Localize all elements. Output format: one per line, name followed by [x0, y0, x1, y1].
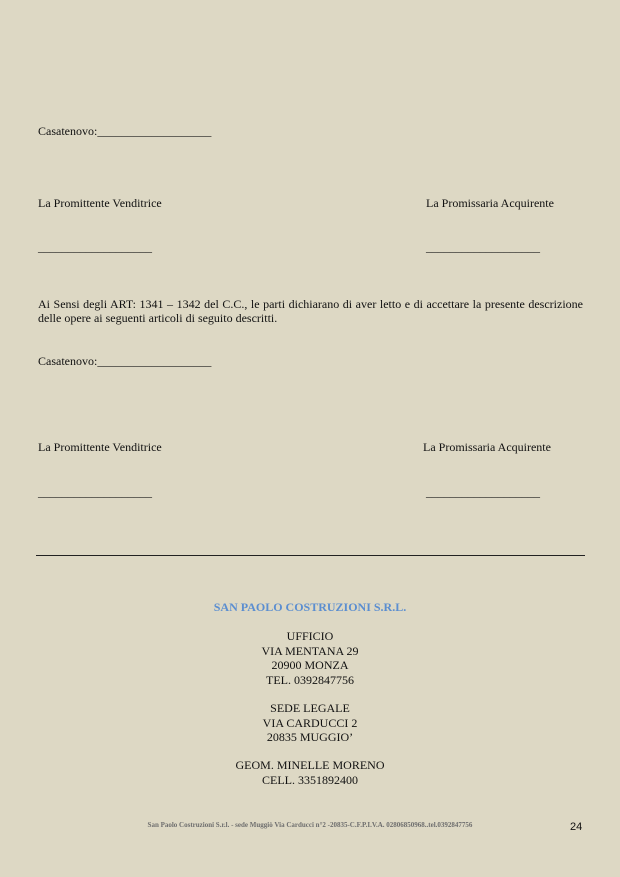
section-divider — [36, 555, 585, 556]
place-date-line: Casatenovo:___________________ — [38, 124, 212, 138]
office-address — [0, 629, 620, 687]
contact-name: GEOM. MINELLE MORENO — [235, 758, 385, 772]
place-date-line: Casatenovo:___________________ — [38, 354, 212, 368]
office-city: 20900 MONZA — [271, 658, 349, 672]
legal-city: 20835 MUGGIO’ — [266, 730, 354, 744]
legal-address — [0, 701, 620, 745]
declaration-paragraph: Ai Sensi degli ART: 1341 – 1342 del C.C., le parti dichiarano di aver letto e di accettare la presente descrizione delle opere ai seguenti articoli di seguito descritti. — [38, 297, 583, 325]
buyer-signature-line: ___________________ — [426, 485, 540, 499]
office-title: UFFICIO — [286, 629, 334, 643]
seller-label: La Promittente Venditrice — [38, 440, 162, 454]
seller-label: La Promittente Venditrice — [38, 196, 162, 210]
seller-signature-line: ___________________ — [38, 485, 152, 499]
contact-block — [0, 758, 620, 787]
buyer-signature-line: ___________________ — [426, 240, 540, 254]
legal-street: VIA CARDUCCI 2 — [262, 715, 358, 730]
contact-cell: CELL. 3351892400 — [262, 772, 358, 787]
buyer-label: La Promissaria Acquirente — [423, 440, 551, 454]
legal-title: SEDE LEGALE — [270, 701, 350, 715]
page-number: 24 — [570, 821, 583, 833]
company-name: SAN PAOLO COSTRUZIONI S.R.L. — [213, 600, 407, 614]
office-tel: TEL. 0392847756 — [266, 672, 354, 687]
office-street: VIA MENTANA 29 — [261, 643, 359, 658]
buyer-label: La Promissaria Acquirente — [426, 196, 554, 210]
page-footer: San Paolo Costruzioni S.r.l. - sede Muggiò Via Carducci n°2 -20835-C.F.P.I.V.A. 02806850968..tel.0392847756 — [147, 821, 473, 829]
seller-signature-line: ___________________ — [38, 240, 152, 254]
